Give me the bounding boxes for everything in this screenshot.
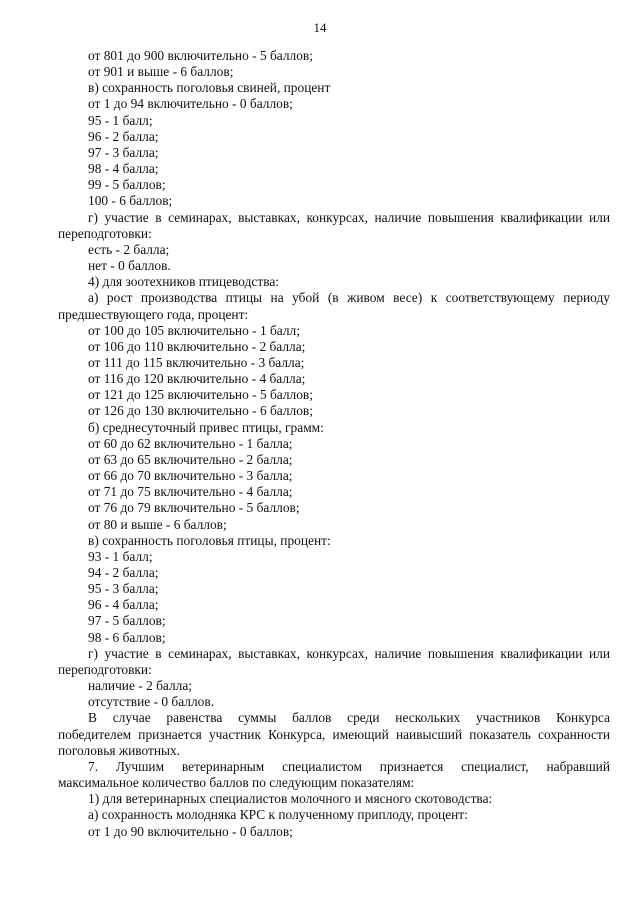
- list-item: 95 - 3 балла;: [88, 581, 159, 597]
- list-item: в) сохранность поголовья свиней, процент: [88, 80, 331, 96]
- page-number: 14: [313, 20, 327, 35]
- list-item: 99 - 5 баллов;: [88, 177, 166, 193]
- list-item: от 1 до 94 включительно - 0 баллов;: [88, 96, 293, 112]
- list-item: 97 - 3 балла;: [88, 144, 159, 160]
- list-item: от 66 до 70 включительно - 3 балла;: [88, 468, 293, 484]
- list-item: от 76 до 79 включительно - 5 баллов;: [88, 500, 300, 516]
- list-item: от 1 до 90 включительно - 0 баллов;: [88, 823, 293, 839]
- list-item: от 106 до 110 включительно - 2 балла;: [88, 338, 306, 354]
- list-item: 1) для ветеринарных специалистов молочного и мясного скотоводства:: [88, 791, 493, 807]
- list-item: 93 - 1 балл;: [88, 548, 153, 564]
- list-item: 97 - 5 баллов;: [88, 613, 166, 629]
- paragraph-continuation: предшествующего года, процент:: [58, 306, 249, 322]
- list-item: наличие - 2 балла;: [88, 678, 193, 694]
- list-item: 98 - 6 баллов;: [88, 629, 166, 645]
- list-item: от 63 до 65 включительно - 2 балла;: [88, 451, 293, 467]
- list-item: б) среднесуточный привес птицы, грамм:: [88, 419, 324, 435]
- list-item: от 100 до 105 включительно - 1 балл;: [88, 322, 300, 338]
- list-item: от 80 и выше - 6 баллов;: [88, 516, 227, 532]
- list-item: нет - 0 баллов.: [88, 258, 171, 274]
- list-item: 98 - 4 балла;: [88, 161, 159, 177]
- paragraph-continuation: переподготовки:: [58, 225, 152, 241]
- paragraph: [58, 710, 610, 758]
- list-item: 96 - 2 балла;: [88, 128, 159, 144]
- paragraph-first-line: г) участие в семинарах, выставках, конкурсах, наличие повышения квалификации или: [88, 645, 610, 661]
- list-item: 94 - 2 балла;: [88, 565, 159, 580]
- document-body: [58, 48, 610, 840]
- list-item: есть - 2 балла;: [88, 241, 170, 257]
- paragraph-continuation: максимальное количество баллов по следующим показателям:: [58, 775, 415, 791]
- paragraph-continuation: победителем признается участник Конкурса, имеющий наивысший показатель сохранности поголовья животных.: [58, 726, 610, 758]
- list-item: отсутствие - 0 баллов.: [88, 694, 215, 710]
- paragraph: [58, 209, 610, 242]
- list-item: от 60 до 62 включительно - 1 балла;: [88, 435, 293, 451]
- paragraph-continuation: переподготовки:: [58, 661, 152, 677]
- list-item: а) сохранность молодняка КРС к полученному приплоду, процент:: [88, 807, 468, 823]
- list-item: от 801 до 900 включительно - 5 баллов;: [88, 48, 313, 63]
- paragraph: [58, 645, 610, 678]
- list-item: в) сохранность поголовья птицы, процент:: [88, 532, 331, 548]
- paragraph-first-line: а) рост производства птицы на убой (в живом весе) к соответствующему периоду: [88, 290, 610, 306]
- list-item: от 126 до 130 включительно - 6 баллов;: [88, 403, 313, 419]
- paragraph-first-line: 7. Лучшим ветеринарным специалистом признается специалист, набравший: [88, 758, 610, 774]
- list-item: от 116 до 120 включительно - 4 балла;: [88, 371, 306, 387]
- paragraph-first-line: г) участие в семинарах, выставках, конкурсах, наличие повышения квалификации или: [88, 209, 610, 225]
- list-item: от 901 и выше - 6 баллов;: [88, 64, 234, 80]
- paragraph: [58, 758, 610, 791]
- paragraph: [58, 290, 610, 322]
- paragraph-first-line: В случае равенства суммы баллов среди нескольких участников Конкурса: [88, 710, 610, 726]
- list-item: 4) для зоотехников птицеводства:: [88, 274, 280, 290]
- list-item: от 71 до 75 включительно - 4 балла;: [88, 484, 293, 500]
- list-item: от 111 до 115 включительно - 3 балла;: [88, 354, 305, 370]
- list-item: 100 - 6 баллов;: [88, 193, 173, 209]
- list-item: 96 - 4 балла;: [88, 597, 159, 613]
- list-item: 95 - 1 балл;: [88, 112, 153, 128]
- list-item: от 121 до 125 включительно - 5 баллов;: [88, 387, 313, 403]
